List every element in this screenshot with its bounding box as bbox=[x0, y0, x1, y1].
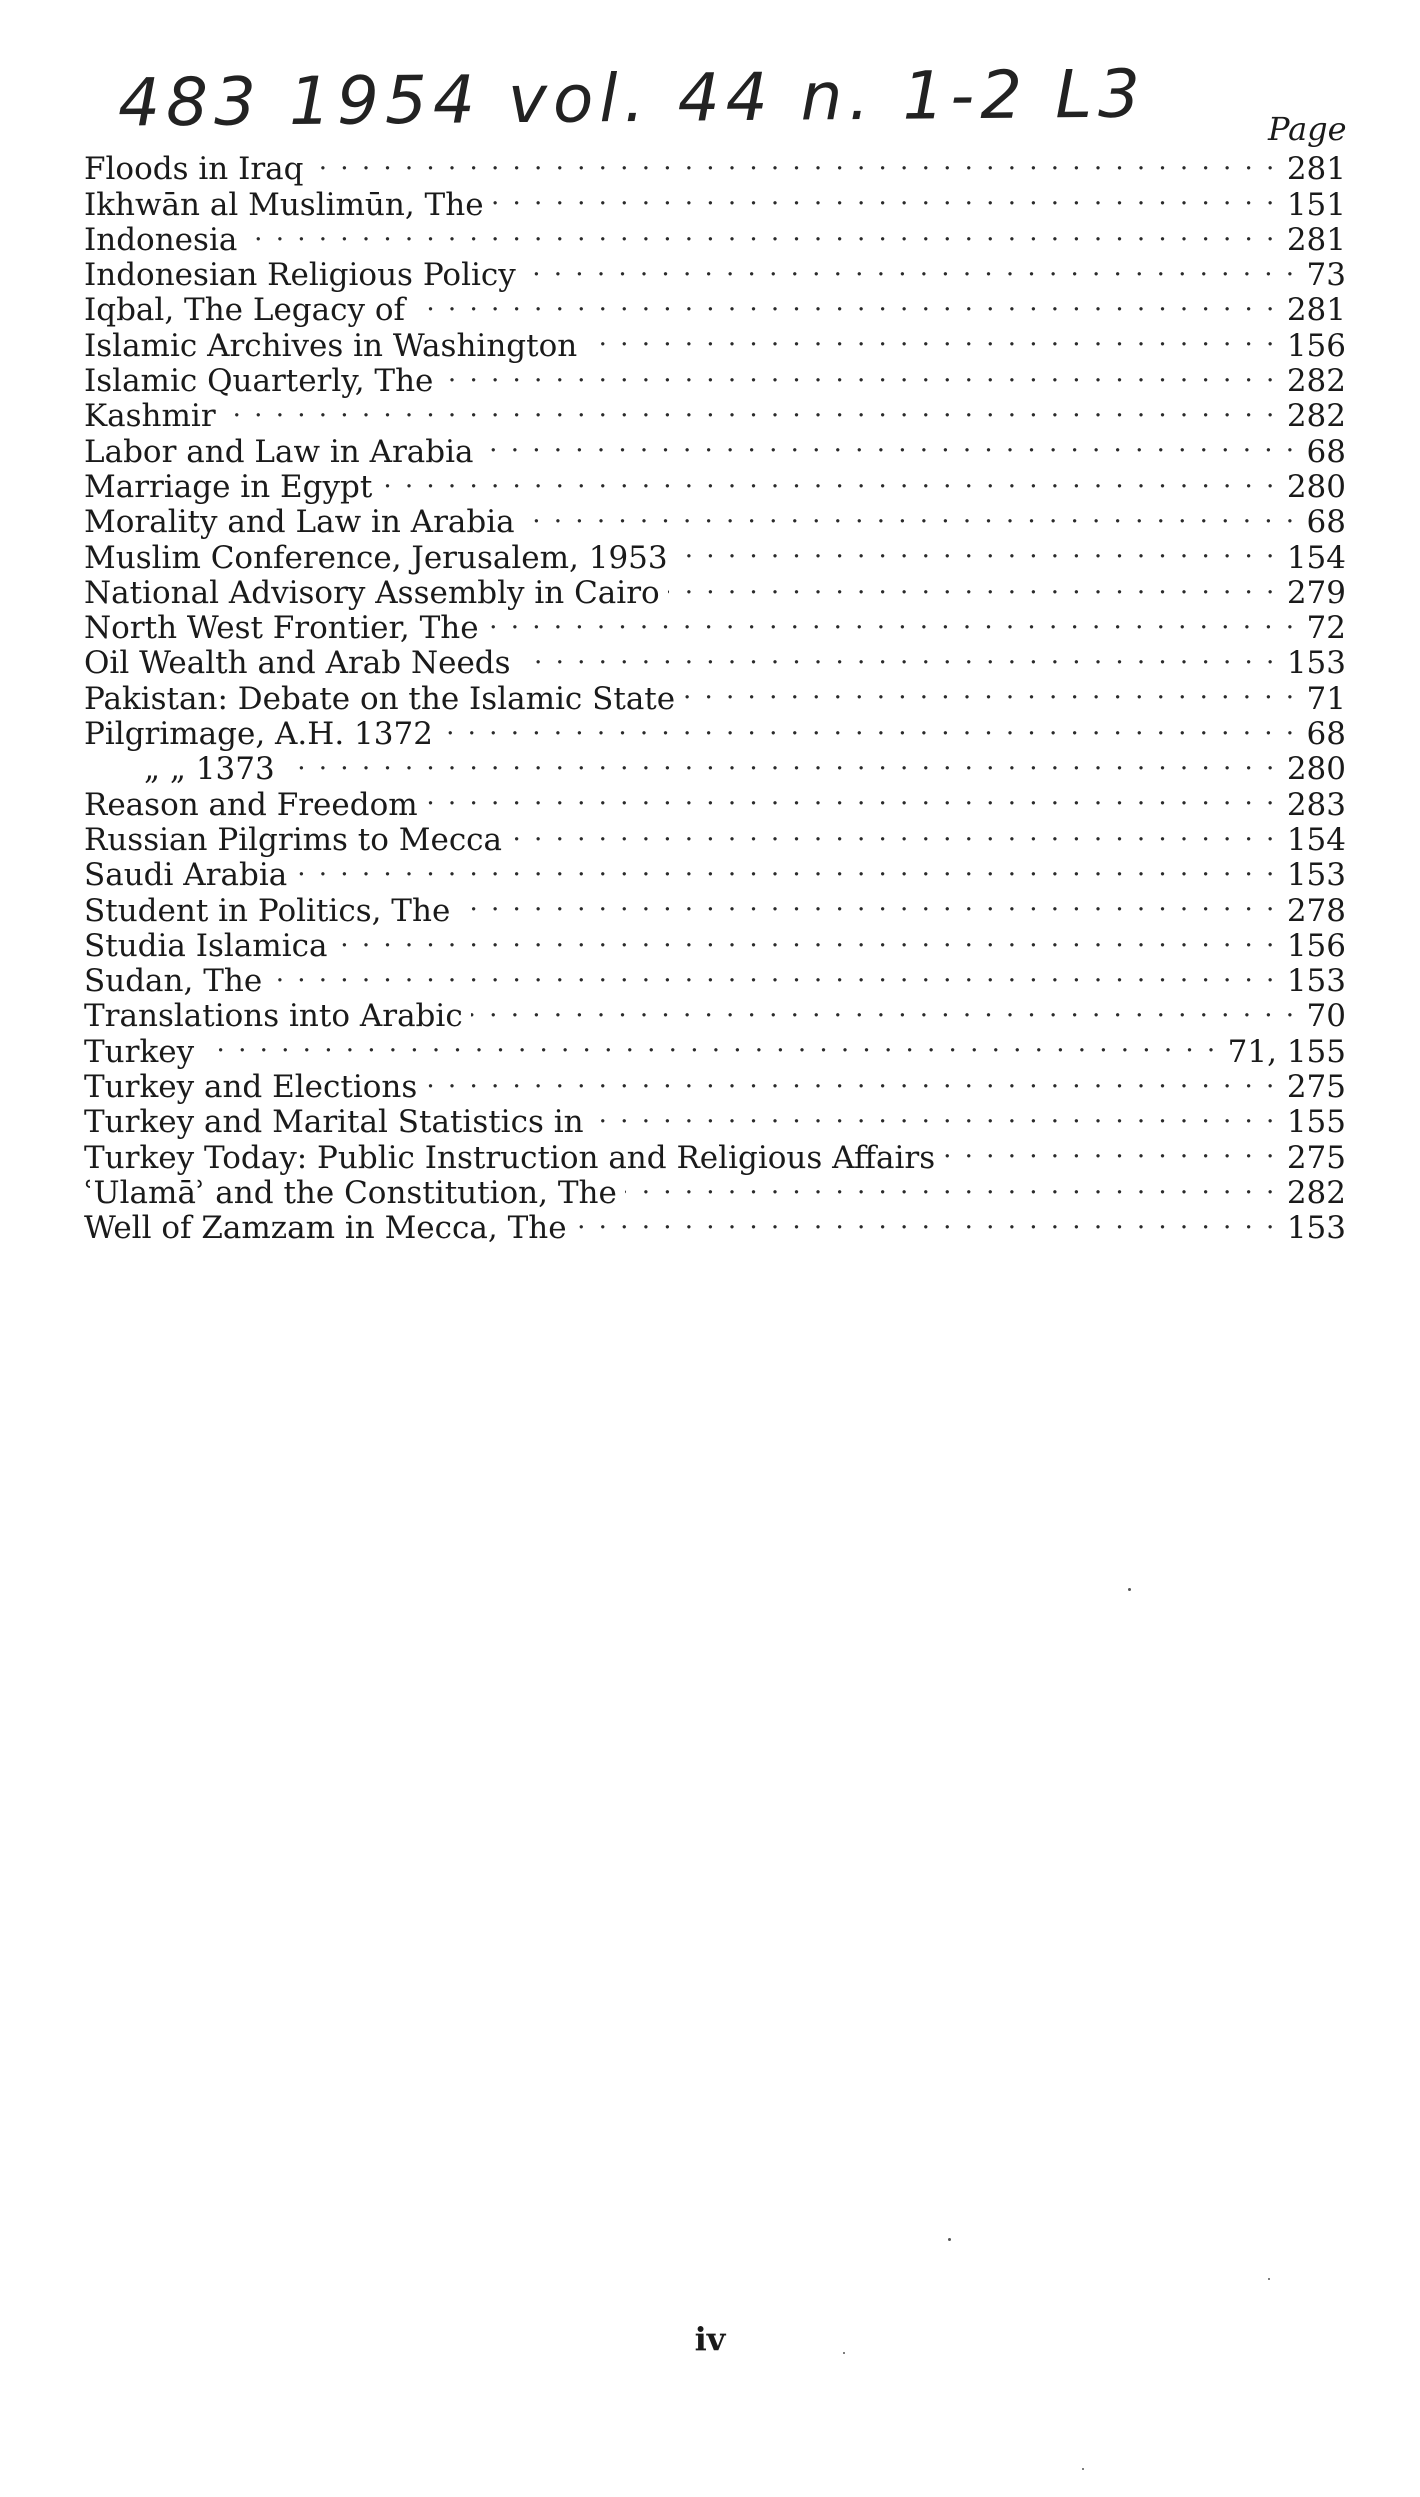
entry-page-numbers: 70 bbox=[1306, 998, 1346, 1035]
index-entry bbox=[84, 956, 1346, 1000]
entry-page-numbers: 275 bbox=[1286, 1139, 1346, 1176]
dot-leader bbox=[487, 603, 1297, 638]
entry-page-numbers: 151 bbox=[1286, 186, 1346, 223]
scan-speck bbox=[1082, 2468, 1084, 2470]
dot-leader bbox=[270, 956, 1277, 991]
entry-page-numbers: 283 bbox=[1286, 786, 1346, 823]
entry-title: ʿUlamāʾ and the Constitution, The bbox=[84, 1174, 617, 1211]
dot-leader bbox=[413, 285, 1277, 320]
entry-title: Indonesia bbox=[84, 221, 238, 258]
entry-page-numbers: 71, 155 bbox=[1227, 1033, 1346, 1070]
entry-title: Studia Islamica bbox=[84, 927, 328, 964]
entry-page-numbers: 282 bbox=[1286, 1174, 1346, 1211]
entry-title: Islamic Archives in Washington bbox=[84, 327, 578, 364]
dot-leader bbox=[441, 709, 1297, 744]
entry-page-numbers: 275 bbox=[1286, 1069, 1346, 1106]
entry-title: Kashmir bbox=[84, 398, 216, 435]
entry-page-numbers: 68 bbox=[1306, 716, 1346, 753]
dot-leader bbox=[585, 320, 1277, 355]
entry-page-numbers: 280 bbox=[1286, 468, 1346, 505]
entry-title: „ „ 1373 bbox=[144, 751, 275, 788]
entry-page-numbers: 68 bbox=[1306, 433, 1346, 470]
entry-page-numbers: 156 bbox=[1286, 927, 1346, 964]
entry-title: Oil Wealth and Arab Needs bbox=[84, 645, 511, 682]
entry-title: Sudan, The bbox=[84, 963, 263, 1000]
index-list bbox=[84, 144, 1346, 1247]
dot-leader bbox=[625, 1168, 1277, 1203]
entry-page-numbers: 153 bbox=[1286, 1210, 1346, 1247]
scan-speck bbox=[1128, 1588, 1131, 1591]
dot-leader bbox=[510, 815, 1277, 850]
page-number: iv bbox=[694, 2320, 726, 2358]
entry-title: Labor and Law in Arabia bbox=[84, 433, 474, 470]
entry-title: Marriage in Egypt bbox=[84, 468, 373, 505]
dot-leader bbox=[592, 1097, 1277, 1132]
entry-page-numbers: 73 bbox=[1306, 257, 1346, 294]
index-entry bbox=[84, 1026, 1346, 1070]
index-entry bbox=[84, 144, 1346, 188]
dot-leader bbox=[441, 356, 1276, 391]
entry-page-numbers: 281 bbox=[1286, 221, 1346, 258]
dot-leader bbox=[335, 921, 1276, 956]
page-column-header: Page bbox=[1268, 110, 1347, 148]
entry-title: Pakistan: Debate on the Islamic State bbox=[84, 680, 676, 717]
entry-page-numbers: 280 bbox=[1286, 751, 1346, 788]
entry-title: Indonesian Religious Policy bbox=[84, 257, 516, 294]
entry-page-numbers: 279 bbox=[1286, 574, 1346, 611]
dot-leader bbox=[492, 179, 1277, 214]
entry-page-numbers: 282 bbox=[1286, 363, 1346, 400]
entry-title: National Advisory Assembly in Cairo bbox=[84, 574, 660, 611]
entry-title: Floods in Iraq bbox=[84, 151, 304, 188]
index-entry bbox=[84, 991, 1346, 1035]
entry-page-numbers: 72 bbox=[1306, 610, 1346, 647]
dot-leader bbox=[458, 885, 1277, 920]
entry-title: Turkey bbox=[84, 1033, 195, 1070]
entry-title: Saudi Arabia bbox=[84, 857, 288, 894]
entry-page-numbers: 153 bbox=[1286, 963, 1346, 1000]
dot-leader bbox=[295, 850, 1277, 885]
entry-title: Russian Pilgrims to Mecca bbox=[84, 821, 503, 858]
index-entry bbox=[84, 250, 1346, 294]
entry-title: Morality and Law in Arabia bbox=[84, 504, 515, 541]
entry-title: North West Frontier, The bbox=[84, 610, 479, 647]
index-entry bbox=[84, 391, 1346, 435]
entry-page-numbers: 281 bbox=[1286, 292, 1346, 329]
dot-leader bbox=[575, 1203, 1277, 1238]
dot-leader bbox=[523, 497, 1297, 532]
entry-page-numbers: 153 bbox=[1286, 645, 1346, 682]
dot-leader bbox=[668, 568, 1277, 603]
entry-page-numbers: 68 bbox=[1306, 504, 1346, 541]
entry-title: Iqbal, The Legacy of bbox=[84, 292, 406, 329]
entry-page-numbers: 278 bbox=[1286, 892, 1346, 929]
dot-leader bbox=[676, 532, 1277, 567]
dot-leader bbox=[425, 1062, 1277, 1097]
entry-title: Well of Zamzam in Mecca, The bbox=[84, 1210, 567, 1247]
entry-title: Translations into Arabic bbox=[84, 998, 463, 1035]
index-entry bbox=[84, 1062, 1346, 1106]
entry-page-numbers: 282 bbox=[1286, 398, 1346, 435]
index-entry bbox=[84, 215, 1346, 258]
entry-page-numbers: 71 bbox=[1306, 680, 1346, 717]
entry-title: Ikhwān al Muslimūn, The bbox=[84, 186, 484, 223]
dot-leader bbox=[524, 250, 1297, 285]
dot-leader bbox=[283, 744, 1277, 779]
entry-title: Student in Politics, The bbox=[84, 892, 451, 929]
dot-leader bbox=[482, 426, 1297, 461]
scan-speck bbox=[1268, 2278, 1270, 2280]
entry-page-numbers: 156 bbox=[1286, 327, 1346, 364]
entry-title: Turkey and Elections bbox=[84, 1069, 418, 1106]
entry-title: Turkey Today: Public Instruction and Religious Affairs bbox=[84, 1139, 936, 1176]
entry-title: Reason and Freedom bbox=[84, 786, 418, 823]
dot-leader bbox=[426, 779, 1277, 814]
dot-leader bbox=[943, 1132, 1277, 1167]
dot-leader bbox=[311, 144, 1276, 179]
entry-page-numbers: 154 bbox=[1286, 539, 1346, 576]
handwritten-annotation: 483 1954 vol. 44 n. 1-2 L3 bbox=[117, 55, 1147, 142]
entry-page-numbers: 281 bbox=[1286, 151, 1346, 188]
entry-title: Turkey and Marital Statistics in bbox=[84, 1104, 584, 1141]
index-entry bbox=[84, 426, 1346, 470]
dot-leader bbox=[519, 638, 1277, 673]
dot-leader bbox=[471, 991, 1297, 1026]
entry-title: Islamic Quarterly, The bbox=[84, 363, 434, 400]
entry-title: Pilgrimage, A.H. 1372 bbox=[84, 716, 433, 753]
scan-speck bbox=[843, 2352, 845, 2354]
entry-page-numbers: 153 bbox=[1286, 857, 1346, 894]
dot-leader bbox=[202, 1026, 1218, 1061]
dot-leader bbox=[683, 673, 1296, 708]
scan-speck bbox=[948, 2238, 951, 2241]
entry-page-numbers: 155 bbox=[1286, 1104, 1346, 1141]
dot-leader bbox=[380, 462, 1277, 497]
entry-title: Muslim Conference, Jerusalem, 1953 bbox=[84, 539, 668, 576]
entry-page-numbers: 154 bbox=[1286, 821, 1346, 858]
dot-leader bbox=[245, 215, 1276, 250]
dot-leader bbox=[224, 391, 1277, 426]
